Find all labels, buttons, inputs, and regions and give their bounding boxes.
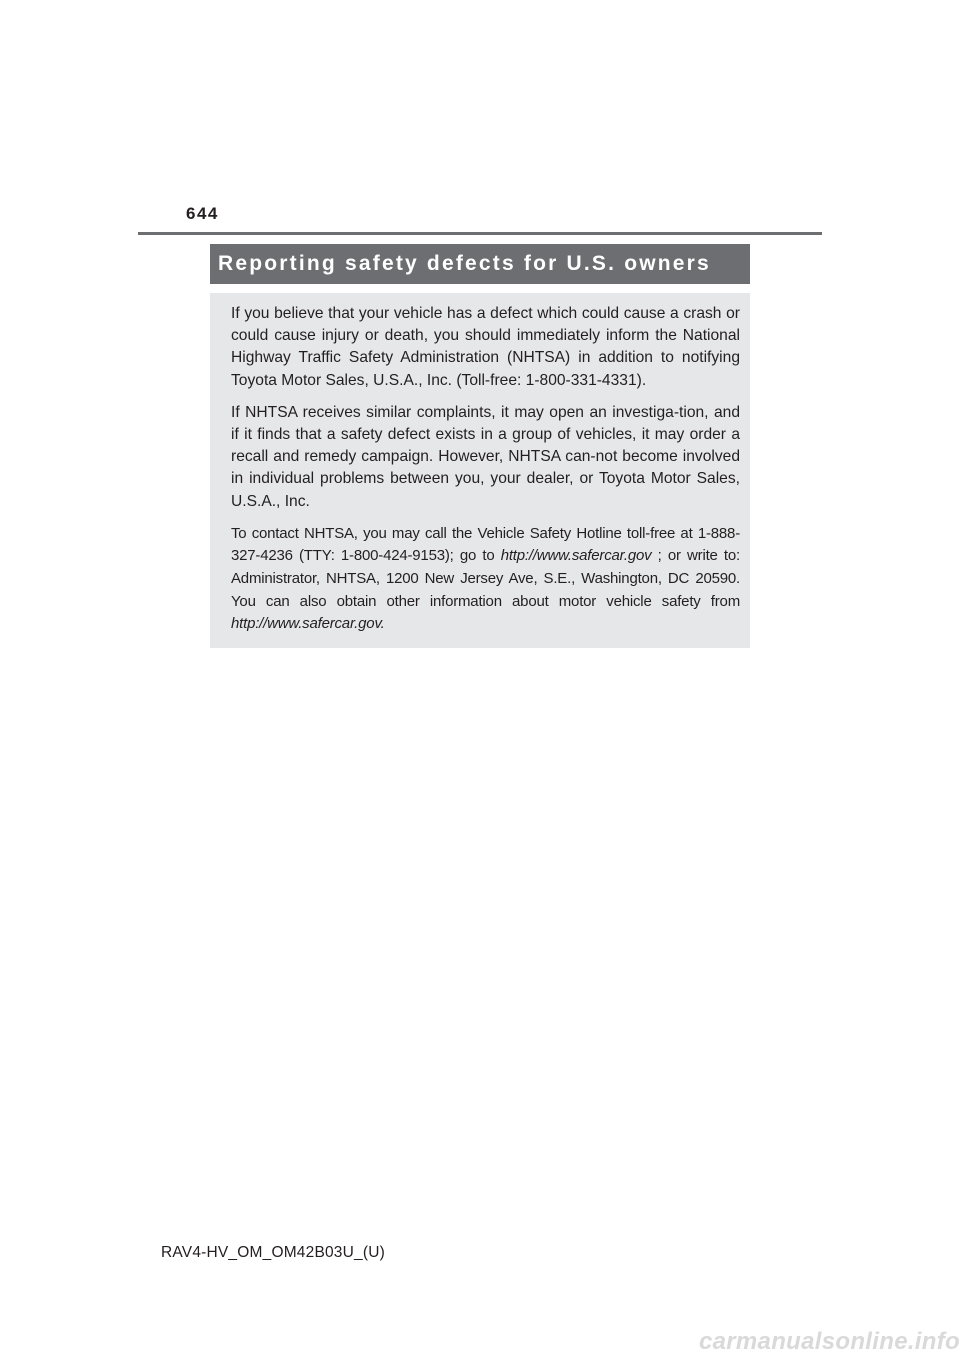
contact-text-2: ; or write to: Administrator, NHTSA, 1200 New Jersey Ave, S.E., Washington, DC 20590. You can also obtain other information about motor vehicle safety from <box>231 547 740 610</box>
safercar-link[interactable]: http://www.safercar.gov <box>500 547 652 565</box>
content-box <box>210 293 750 648</box>
paragraph-nhtsa-investigation: If NHTSA receives similar complaints, it may open an investiga-tion, and if it finds that a safety defect exists in a group of vehicles, it may order a recall and remedy campaign. However, NHTSA can-not become involved in individual problems between you, your dealer, or Toyota Motor Sales, U.S.A., Inc. <box>231 403 740 510</box>
paragraph-defect-report: If you believe that your vehicle has a defect which could cause a crash or could cause injury or death, you should immediately inform the National Highway Traffic Safety Administration (NHTSA) in addition to notifying Toyota Motor Sales, U.S.A., Inc. (Toll-free: 1-800-331-4331). <box>231 305 740 389</box>
contact-text-1: To contact NHTSA, you may call the Vehicle Safety Hotline toll-free at 1-888-327-4236 (TTY: 1-800-424-9153); go to <box>231 524 740 565</box>
footer-code: RAV4-HV_OM_OM42B03U_(U) <box>161 1244 385 1261</box>
header-rule <box>138 232 822 235</box>
watermark-text: carmanualsonline.info <box>698 1328 960 1355</box>
section-title: Reporting safety defects for U.S. owners <box>218 252 711 275</box>
page-number: 644 <box>186 204 219 223</box>
paragraph-contact-nhtsa <box>231 523 740 636</box>
safercar-link-2[interactable]: http://www.safercar.gov. <box>231 615 385 633</box>
section-header <box>210 244 750 284</box>
watermark <box>698 1326 960 1358</box>
